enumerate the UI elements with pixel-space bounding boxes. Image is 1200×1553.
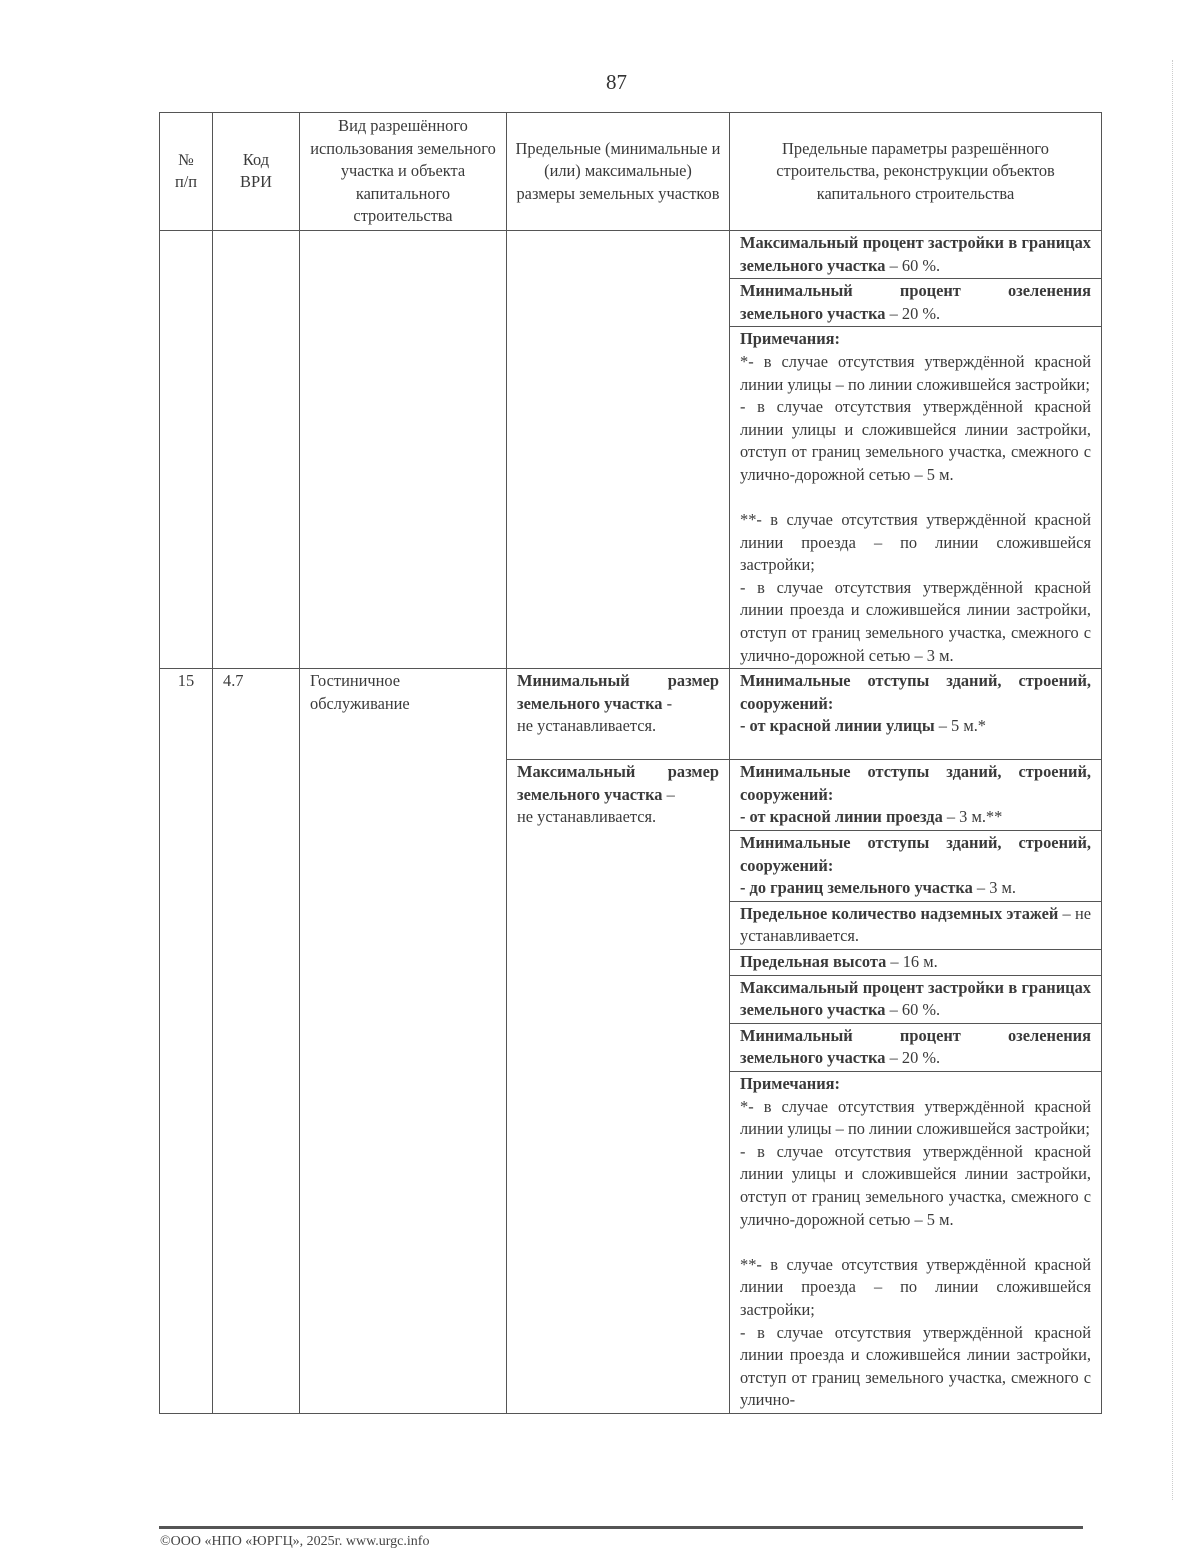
note-line: - в случае отсутствия утверждённой красной линии улицы и сложившейся линии застройки, отступ от границ земельного участка, смежного с улично-дорожной сетью – 5 м. bbox=[740, 397, 1091, 484]
header-code: Код ВРИ bbox=[213, 113, 300, 231]
param-cell: Максимальный процент застройки в границах земельного участка – 60 %. bbox=[730, 230, 1102, 278]
param-cell: Максимальный процент застройки в границах земельного участка – 60 %. bbox=[730, 975, 1102, 1023]
header-size: Предельные (минимальные и (или) максимальные) размеры земельных участков bbox=[507, 113, 730, 231]
param-cell: Предельная высота – 16 м. bbox=[730, 950, 1102, 976]
size-max-cell: Максимальный размер земельного участка – не устанавливается. bbox=[507, 760, 730, 1414]
note-line: **- в случае отсутствия утверждённой красной линии проезда – по линии сложившейся застройки; bbox=[740, 510, 1091, 575]
param-cell: Минимальные отступы зданий, строений, сооружений: - до границ земельного участка – 3 м. bbox=[730, 831, 1102, 902]
param-cell: Минимальный процент озеленения земельного участка – 20 %. bbox=[730, 279, 1102, 327]
notes-title: Примечания: bbox=[740, 329, 840, 349]
header-num: № п/п bbox=[160, 113, 213, 231]
cont-type-cell bbox=[300, 230, 507, 668]
note-line: - в случае отсутствия утверждённой красной линии проезда и сложившейся линии застройки, отступ от границ земельного участка, смежного с улично-дорожной сетью – 3 м. bbox=[740, 577, 1091, 665]
row-code-cell: 4.7 bbox=[213, 669, 300, 1414]
cont-code-cell bbox=[213, 230, 300, 668]
page-number: 87 bbox=[606, 70, 627, 94]
note-line: - в случае отсутствия утверждённой красной линии улицы и сложившейся линии застройки, отступ от границ земельного участка, смежного с улично-дорожной сетью – 5 м. bbox=[740, 1141, 1091, 1229]
note-spacer bbox=[740, 487, 1091, 510]
note-spacer bbox=[740, 1231, 1091, 1254]
size-min-cell: Минимальный размер земельного участка - не устанавливается. bbox=[507, 669, 730, 760]
table-row bbox=[160, 669, 1102, 760]
cont-num-cell bbox=[160, 230, 213, 668]
note-line: *- в случае отсутствия утверждённой красной линии улицы – по линии сложившейся застройки; bbox=[740, 351, 1091, 394]
note-line: - в случае отсутствия утверждённой красной линии проезда и сложившейся линии застройки, отступ от границ земельного участка, смежного с улично- bbox=[740, 1322, 1091, 1410]
param-cell: Предельное количество надземных этажей – не устанавливается. bbox=[730, 901, 1102, 949]
param-cell: Минимальный процент озеленения земельного участка – 20 %. bbox=[730, 1023, 1102, 1071]
zoning-parameters-table bbox=[159, 112, 1102, 1414]
notes-title: Примечания: bbox=[740, 1073, 840, 1093]
row-type-cell: Гостиничное обслуживание bbox=[300, 669, 507, 1414]
param-cell: Минимальные отступы зданий, строений, сооружений: - от красной линии улицы – 5 м.* bbox=[730, 669, 1102, 760]
notes-cell bbox=[730, 327, 1102, 669]
header-params: Предельные параметры разрешённого строительства, реконструкции объектов капитального строительства bbox=[730, 113, 1102, 231]
param-cell: Минимальные отступы зданий, строений, сооружений: - от красной линии проезда – 3 м.** bbox=[730, 760, 1102, 831]
notes-cell bbox=[730, 1071, 1102, 1413]
header-type: Вид разрешённого использования земельного участка и объекта капитального строительства bbox=[300, 113, 507, 231]
note-line: **- в случае отсутствия утверждённой красной линии проезда – по линии сложившейся застройки; bbox=[740, 1254, 1091, 1319]
table-row bbox=[160, 230, 1102, 278]
table-header-row bbox=[160, 113, 1102, 231]
footer-rule bbox=[159, 1526, 1083, 1529]
row-num-cell: 15 bbox=[160, 669, 213, 1414]
scan-margin-mark bbox=[1172, 60, 1174, 1500]
footer-copyright: ©ООО «НПО «ЮРГЦ», 2025г. www.urgc.info bbox=[160, 1534, 430, 1549]
cont-size-cell bbox=[507, 230, 730, 668]
note-line: *- в случае отсутствия утверждённой красной линии улицы – по линии сложившейся застройки; bbox=[740, 1096, 1091, 1139]
